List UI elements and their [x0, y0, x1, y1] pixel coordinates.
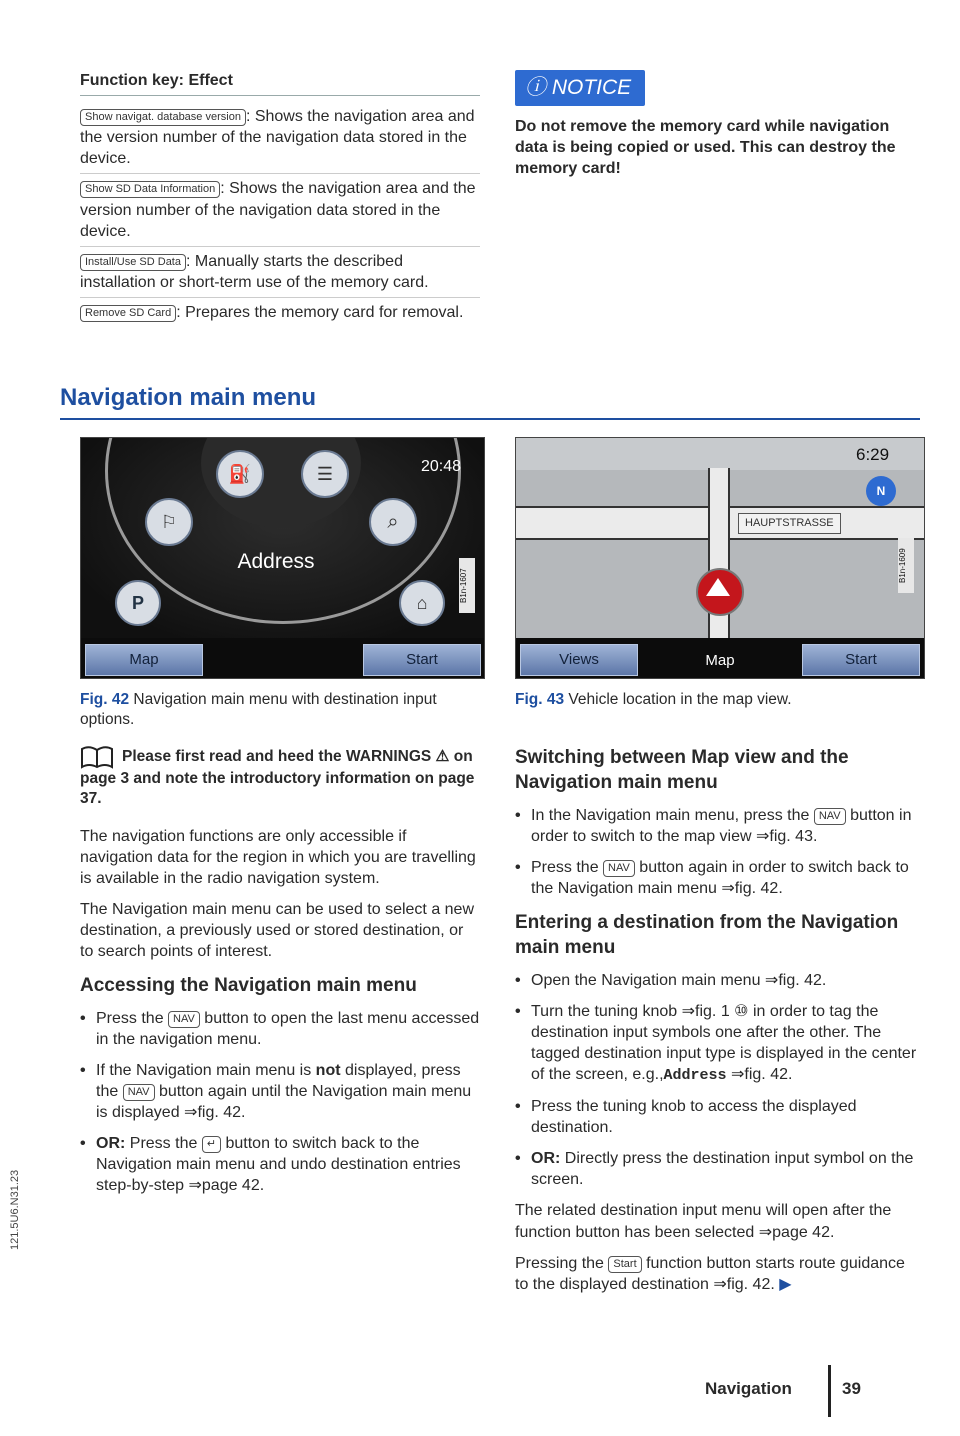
switching-list	[515, 805, 920, 899]
list-item: • Press the tuning knob to access the displayed destination.	[515, 1096, 920, 1138]
footer-title: Navigation	[705, 1379, 792, 1398]
list-item: • OR: Press the ↵ button to switch back to the Navigation main menu and undo destination entries step-by-step ⇒page 42.	[80, 1133, 480, 1196]
home-destination-icon[interactable]: ⌂	[399, 580, 445, 626]
function-key-item	[80, 102, 480, 174]
start-button[interactable]: Start	[802, 644, 920, 676]
fig42-caption	[80, 690, 480, 731]
clock: 6:29	[856, 445, 890, 464]
function-key-effect: : Prepares the memory card for removal.	[176, 303, 464, 321]
show-sd-data-info-button[interactable]: Show SD Data Information	[80, 181, 220, 198]
accessing-list	[80, 1008, 480, 1197]
fig43-caption-text: Vehicle location in the map view.	[564, 691, 792, 708]
function-key-effect: : Manually starts the described installation or short-term use of the memory card.	[80, 252, 429, 291]
map-label: Map	[705, 652, 735, 669]
fig43-label: Fig. 43	[515, 691, 565, 708]
function-key-effect: : Shows the navigation area and the version number of the navigation data stored in the device.	[80, 108, 475, 168]
function-key-effect: : Shows the navigation area and the version number of the navigation data stored in the device.	[80, 180, 476, 240]
function-key-item	[80, 298, 480, 327]
parking-icon[interactable]: P	[115, 580, 161, 626]
street-name-label: HAUPTSTRASSE	[738, 513, 841, 534]
nav-button[interactable]: NAV	[168, 1011, 200, 1028]
notice-icon: ⓘ	[525, 76, 552, 99]
start-button[interactable]: Start	[608, 1256, 641, 1273]
start-button[interactable]: Start	[363, 644, 481, 676]
warning-triangle-icon: ⚠	[435, 748, 450, 766]
entering-list	[515, 970, 920, 1191]
section-title: Navigation main menu	[60, 382, 920, 420]
footer-separator	[828, 1365, 831, 1417]
vehicle-arrow	[706, 578, 730, 596]
accessing-heading: Accessing the Navigation main menu	[80, 974, 417, 996]
page-number: 39	[842, 1379, 861, 1398]
list-item: • Press the NAV button to open the last menu accessed in the navigation menu.	[80, 1008, 480, 1050]
nav-button[interactable]: NAV	[603, 860, 635, 877]
fig42-label: Fig. 42	[80, 691, 130, 708]
book-icon	[80, 745, 114, 769]
fig42-caption-text: Navigation main menu with destination input options.	[80, 691, 437, 729]
function-key-item	[80, 174, 480, 246]
compass-north-icon[interactable]: N	[866, 476, 896, 506]
list-item: • If the Navigation main menu is not displayed, press the NAV button again until the Navigation main menu is displayed ⇒fig. 42.	[80, 1060, 480, 1123]
entering-heading: Entering a destination from the Navigation main menu	[515, 911, 899, 958]
contacts-icon[interactable]: ☰	[301, 450, 349, 498]
side-code: 121.5U6.N31.23	[9, 1169, 21, 1250]
views-button[interactable]: Views	[520, 644, 638, 676]
back-button[interactable]: ↵	[202, 1136, 221, 1153]
nav-button[interactable]: NAV	[814, 808, 846, 825]
search-icon[interactable]: ⌕	[369, 498, 417, 546]
fig43-caption	[515, 690, 915, 710]
favorite-destination-icon[interactable]: ⛽	[216, 450, 264, 498]
list-item: • Open the Navigation main menu ⇒fig. 42.	[515, 970, 920, 991]
figure-code: B1n-1609	[898, 538, 914, 593]
function-key-item	[80, 247, 480, 298]
install-use-sd-data-button[interactable]: Install/Use SD Data	[80, 254, 186, 271]
notice-label: NOTICE	[551, 76, 632, 99]
warning-reference: Please first read and heed the WARNINGS ⚠ on page 3 and note the introductory information on page 37.	[80, 745, 480, 810]
left-body	[80, 745, 480, 1207]
notice-tag	[515, 70, 645, 106]
right-body	[515, 745, 920, 1305]
function-key-table	[80, 70, 480, 327]
fig43-screen	[515, 437, 925, 679]
notice-box	[515, 70, 920, 179]
figure-code: B1n-1607	[459, 558, 475, 613]
notice-text: Do not remove the memory card while navigation data is being copied or used. This can destroy the memory card!	[515, 117, 896, 177]
list-item: • OR: Directly press the destination input symbol on the screen.	[515, 1148, 920, 1190]
entering-paragraph: The related destination input menu will open after the function button has been selected ⇒page 42.	[515, 1202, 892, 1241]
list-item: • Press the NAV button again in order to switch back to the Navigation main menu ⇒fig. 42.	[515, 857, 920, 899]
map-button[interactable]: Map	[85, 644, 203, 676]
intro-paragraph: The navigation functions are only accessible if navigation data for the region in which you are travelling is available in the radio navigation system.	[80, 827, 476, 888]
switching-heading: Switching between Map view and the Navigation main menu	[515, 747, 849, 794]
intro-paragraph: The Navigation main menu can be used to select a new destination, a previously used or stored destination, or to search points of interest.	[80, 901, 475, 961]
list-item: • In the Navigation main menu, press the NAV button in order to switch to the map view ⇒fig. 43.	[515, 805, 920, 847]
remove-sd-card-button[interactable]: Remove SD Card	[80, 305, 176, 322]
nav-button[interactable]: NAV	[123, 1084, 155, 1101]
show-database-version-button[interactable]: Show navigat. database version	[80, 109, 246, 126]
last-destinations-icon[interactable]: ⚐	[145, 498, 193, 546]
list-item: • Turn the tuning knob ⇒fig. 1 ⑩ in order to tag the destination input symbols one after the other. The tagged destination input type is displayed in the center of the screen, e.g.,Address ⇒fig. 42.	[515, 1001, 920, 1086]
function-key-header: Function key: Effect	[80, 70, 480, 96]
continue-arrow-icon: ▶	[779, 1275, 792, 1293]
entering-paragraph: Pressing the Start function button starts route guidance to the displayed destination ⇒fig. 42. ▶	[515, 1254, 905, 1293]
fig42-screen	[80, 437, 485, 679]
selected-destination-label: Address	[237, 550, 315, 573]
clock: 20:48	[421, 458, 462, 475]
